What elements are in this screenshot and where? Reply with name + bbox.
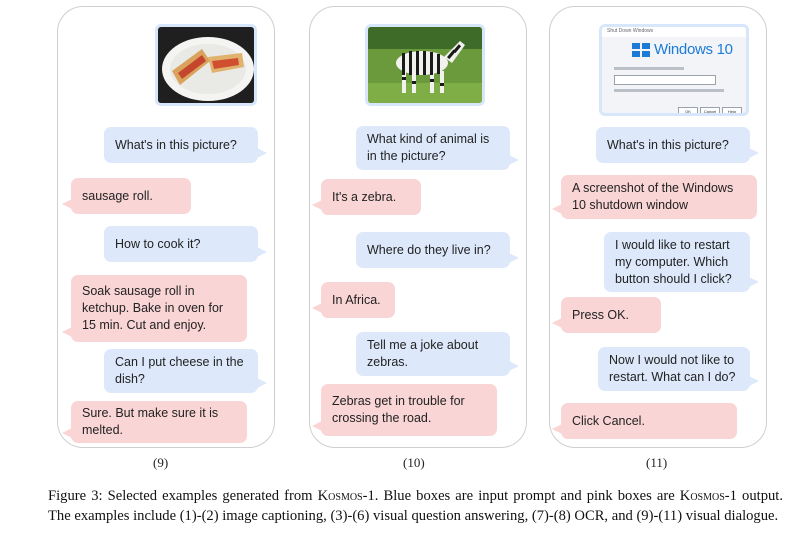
caption-part3: -1 output. The examples include (1)-(2) image captioning, (3)-(6) visual question answering, (7)-(8) OCR, and (9)-(11) visual dialogue. <box>48 488 783 524</box>
figure-caption <box>48 487 783 526</box>
model-message: Click Cancel. <box>561 403 737 439</box>
model-name: Kosmos <box>317 488 363 504</box>
user-message: What's in this picture? <box>104 127 258 163</box>
model-name: Kosmos <box>679 488 725 504</box>
user-message: How to cook it? <box>104 226 258 262</box>
dialogue-panel-10 <box>309 6 527 448</box>
caption-part1: Figure 3: Selected examples generated from <box>48 488 318 504</box>
dialog-text-line <box>614 89 724 92</box>
caption-part2: -1. Blue boxes are input prompt and pink boxes are <box>362 488 680 504</box>
model-message: Press OK. <box>561 297 661 333</box>
dialog-ok-button: OK <box>678 107 698 116</box>
windows-dialog <box>602 27 746 113</box>
dialogue-panel-9 <box>57 6 275 448</box>
model-message: In Africa. <box>321 282 395 318</box>
panel-label-9: (9) <box>153 455 169 470</box>
windows-logo-icon <box>632 43 650 57</box>
model-message: A screenshot of the Windows 10 shutdown window <box>561 175 757 219</box>
model-message: Sure. But make sure it is melted. <box>71 401 247 443</box>
dialog-title: Shut Down Windows <box>607 28 654 34</box>
zebra-icon <box>368 27 482 103</box>
model-message: sausage roll. <box>71 178 191 214</box>
model-message: It's a zebra. <box>321 179 421 215</box>
shutdown-select <box>614 75 716 85</box>
user-message: I would like to restart my computer. Which button should I click? <box>604 232 750 292</box>
panel-label-10: (10) <box>403 455 425 470</box>
model-message: Zebras get in trouble for crossing the road. <box>321 384 497 436</box>
user-message: Can I put cheese in the dish? <box>104 349 258 393</box>
user-message: What kind of animal is in the picture? <box>356 126 510 170</box>
dialog-cancel-button: Cancel <box>700 107 720 116</box>
sausage-roll-image <box>155 24 257 106</box>
windows-brand: Windows 10 <box>654 41 733 58</box>
sausage-roll-icon <box>158 27 254 103</box>
user-message: Tell me a joke about zebras. <box>356 332 510 376</box>
panel-label-11: (11) <box>646 455 668 470</box>
user-message: Now I would not like to restart. What can I do? <box>598 347 750 391</box>
zebra-image <box>365 24 485 106</box>
user-message: Where do they live in? <box>356 232 510 268</box>
dialog-text-line <box>614 67 684 70</box>
model-message: Soak sausage roll in ketchup. Bake in oven for 15 min. Cut and enjoy. <box>71 275 247 342</box>
windows-screenshot-image <box>599 24 749 116</box>
dialog-help-button: Help <box>722 107 742 116</box>
dialogue-panel-11 <box>549 6 767 448</box>
user-message: What's in this picture? <box>596 127 750 163</box>
